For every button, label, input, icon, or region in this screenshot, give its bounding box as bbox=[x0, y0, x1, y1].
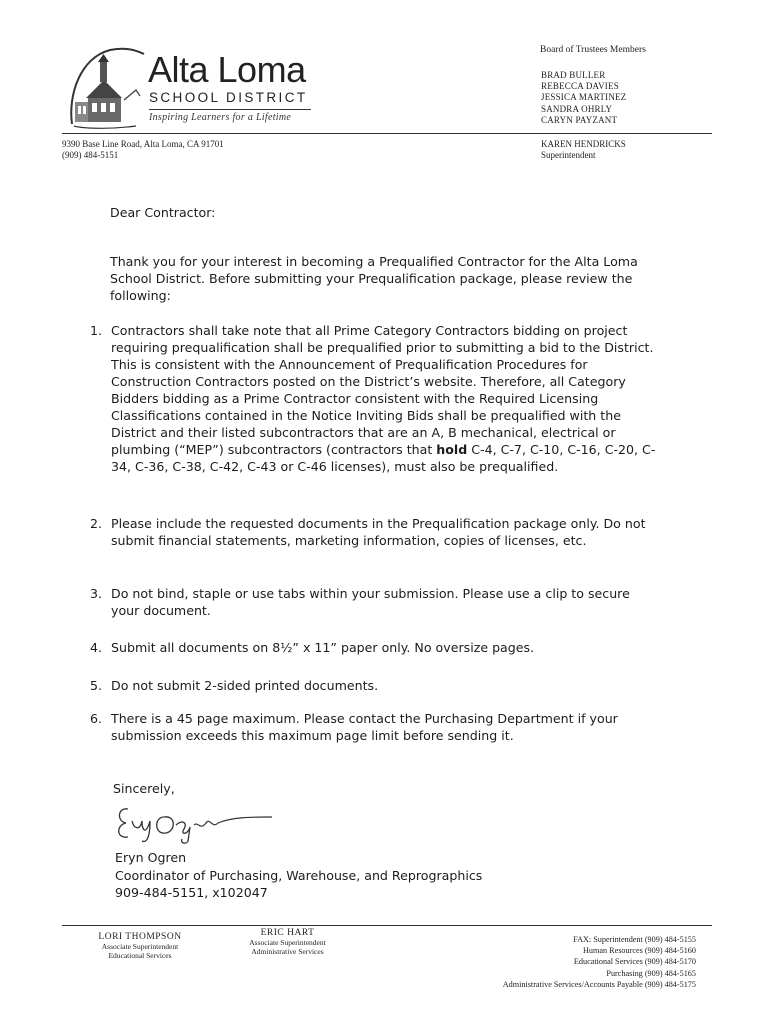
district-logo bbox=[66, 40, 146, 132]
list-item-text: Submit all documents on 8½” x 11” paper only. No oversize pages. bbox=[111, 640, 535, 655]
superintendent-title: Superintendent bbox=[541, 150, 596, 160]
signer-title: Coordinator of Purchasing, Warehouse, and Reprographics bbox=[115, 867, 483, 883]
footer-name: LORI THOMPSON bbox=[98, 932, 182, 942]
list-item bbox=[90, 585, 660, 619]
list-item bbox=[90, 639, 660, 656]
footer-divider bbox=[62, 925, 712, 926]
district-tagline: Inspiring Learners for a Lifetime bbox=[149, 112, 292, 123]
footer-title: Associate Superintendent bbox=[101, 942, 179, 951]
list-item-number: 2. bbox=[90, 516, 103, 531]
list-item-text: Please include the requested documents in the Prequalification package only. Do not submit financial statements, marketing information, copies of licenses, etc. bbox=[111, 516, 646, 548]
footer-title: Administrative Services bbox=[251, 947, 324, 956]
list-item bbox=[90, 515, 660, 549]
list-item-number: 6. bbox=[90, 711, 103, 726]
superintendent-name: KAREN HENDRICKS bbox=[541, 139, 626, 149]
footer-associate-administrative bbox=[225, 928, 350, 956]
fax-line: Educational Services (909) 484-5170 bbox=[573, 957, 696, 967]
board-members-list bbox=[541, 70, 626, 126]
emphasis-hold: hold bbox=[436, 442, 468, 457]
board-title: Board of Trustees Members bbox=[540, 45, 646, 55]
footer-name: ERIC HART bbox=[260, 928, 315, 938]
fax-line: FAX: Superintendent (909) 484-5155 bbox=[573, 935, 696, 944]
list-item-number: 1. bbox=[90, 323, 103, 338]
fax-line: Purchasing (909) 484-5165 bbox=[606, 968, 696, 978]
closing: Sincerely, bbox=[113, 781, 175, 796]
address-phone: (909) 484-5151 bbox=[62, 150, 119, 160]
list-item-number: 4. bbox=[90, 640, 103, 655]
handwritten-signature bbox=[112, 795, 277, 845]
superintendent bbox=[541, 139, 626, 161]
footer-title: Associate Superintendent bbox=[249, 938, 326, 947]
list-item bbox=[90, 677, 660, 694]
district-subtitle: SCHOOL DISTRICT bbox=[149, 90, 308, 105]
header-divider bbox=[62, 133, 712, 134]
fax-line: Administrative Services/Accounts Payable (909) 484-5175 bbox=[502, 979, 696, 989]
signer-name: Eryn Ogren bbox=[115, 850, 187, 865]
signer-block bbox=[115, 849, 482, 902]
district-address bbox=[62, 139, 224, 161]
list-item-text: There is a 45 page maximum. Please contact the Purchasing Department if your submission exceeds this maximum page limit before sending it. bbox=[111, 711, 618, 743]
footer-associate-educational bbox=[75, 932, 205, 960]
fax-line: Human Resources (909) 484-5160 bbox=[582, 946, 696, 956]
list-item-number: 3. bbox=[90, 586, 103, 601]
list-item-text: Do not submit 2-sided printed documents. bbox=[111, 678, 379, 693]
list-item-number: 5. bbox=[90, 678, 103, 693]
list-item-text: Do not bind, staple or use tabs within your submission. Please use a clip to secure your document. bbox=[111, 586, 630, 618]
footer-title: Educational Services bbox=[108, 951, 172, 960]
signer-phone: 909-484-5151, x102047 bbox=[115, 885, 268, 901]
intro-paragraph: Thank you for your interest in becoming a Prequalified Contractor for the Alta Loma School District. Before submitting your Prequalification package, please review the following: bbox=[110, 254, 638, 303]
footer-fax-list bbox=[503, 934, 696, 990]
board-member: BRAD BULLER bbox=[541, 70, 606, 80]
address-street: 9390 Base Line Road, Alta Loma, CA 91701 bbox=[62, 139, 224, 149]
list-item bbox=[90, 322, 660, 475]
list-item bbox=[90, 710, 660, 744]
board-member: JESSICA MARTINEZ bbox=[541, 92, 627, 103]
board-member: CARYN PAYZANT bbox=[541, 114, 618, 125]
board-member: SANDRA OHRLY bbox=[541, 103, 613, 114]
district-name: Alta Loma bbox=[148, 49, 306, 90]
list-item-text: Contractors shall take note that all Prime Category Contractors bidding on project requiring prequalification shall be prequalified prior to submitting a bid to the District. This is consistent with the Announcement of Prequalification Procedures for Construction Contractors posted on the District’s website. Therefore, all Category Bidders bidding as a Prime Contractor consistent with the Required Licensing Classifications contained in the Notice Inviting Bids shall be prequalified with the District and their listed subcontractors that are an A, B mechanical, electrical or plumbing (“MEP”) subcontractors (contractors that hold C-4, C-7, C-10, C-16, C-20, C-34, C-36, C-38, C-42, C-43 or C-46 licenses), must also be prequalified. bbox=[111, 323, 656, 474]
logo-divider bbox=[149, 109, 311, 110]
salutation: Dear Contractor: bbox=[110, 205, 216, 220]
board-member: REBECCA DAVIES bbox=[541, 81, 619, 92]
